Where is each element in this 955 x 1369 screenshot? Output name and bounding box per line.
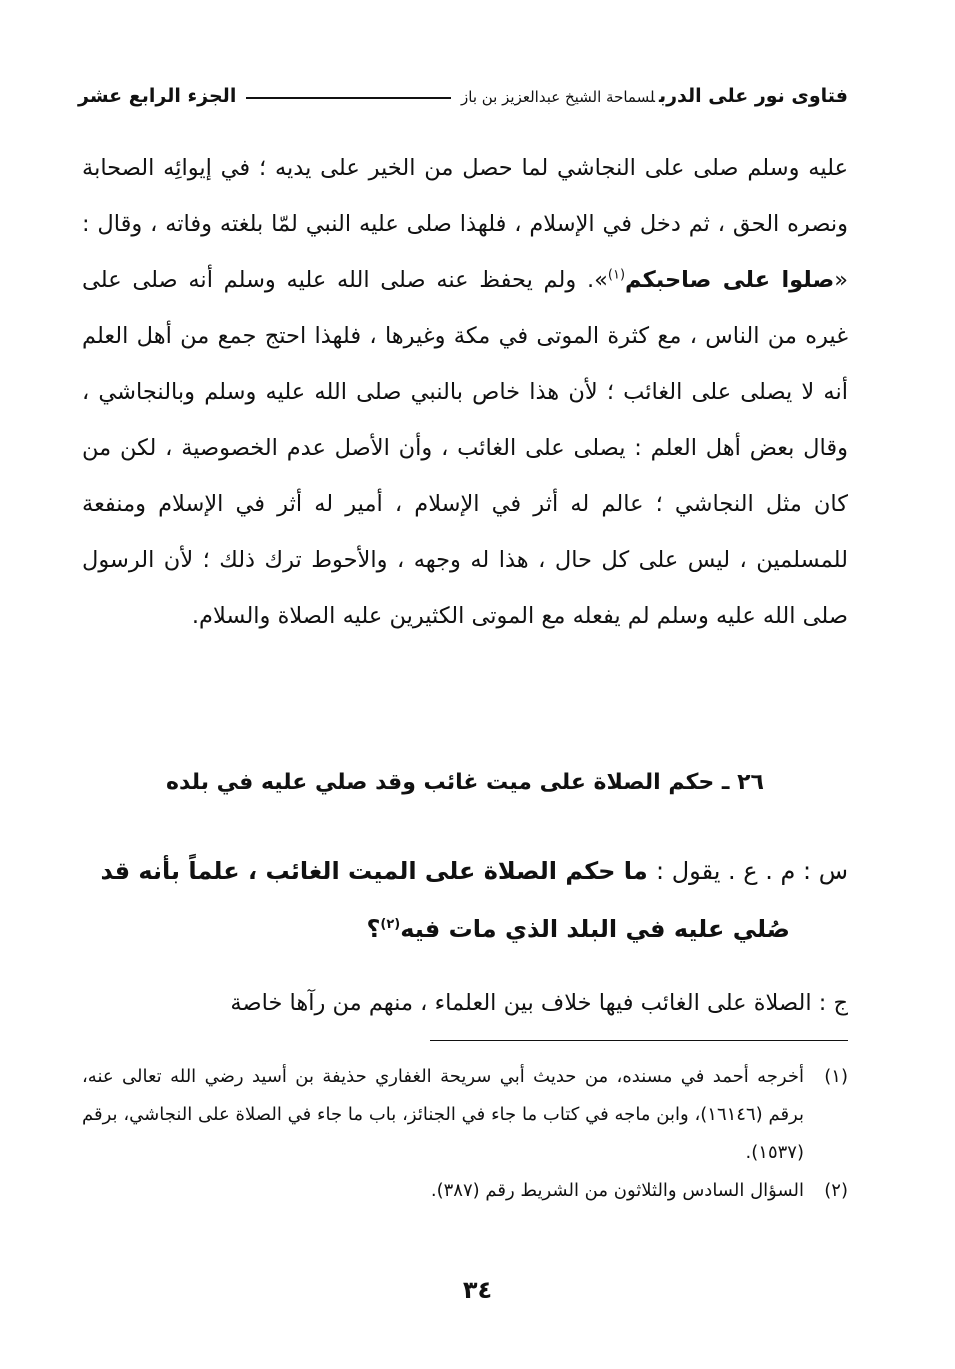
answer-paragraph: ج : الصلاة على الغائب فيها خلاف بين العلماء ، منهم من رآها خاصة [230, 990, 848, 1016]
body-text-part-1: عليه وسلم صلى على النجاشي لما حصل من الخير على يديه ؛ في إيوائِه الصحابة ونصره الحق ، ثم دخل في الإسلام ، فلهذا صلى عليه النبي لمّا بلغته وفاته ، وقال : « [82, 155, 848, 293]
page-number: ٣٤ [462, 1276, 493, 1304]
body-paragraph [82, 140, 848, 644]
question-line-2 [82, 900, 848, 958]
footnote-number: (١) [824, 1066, 848, 1087]
question-line-1: ما حكم الصلاة على الميت الغائب ، علماً بأنه قد [100, 857, 648, 885]
running-header [78, 78, 848, 114]
question-block [82, 842, 848, 958]
question-line-2-text: صُلي عليه في البلد الذي مات فيه [400, 915, 790, 943]
footnote-number: (٢) [824, 1180, 848, 1201]
footnote-text: السؤال السادس والثلاثون من الشريط رقم (٣٨٧). [430, 1180, 804, 1201]
footnote-item [82, 1172, 848, 1210]
section-title: ٢٦ ـ حكم الصلاة على ميت غائب وقد صلي عليه في بلده [166, 770, 764, 795]
question-prefix: س : م . ع . يقول : [656, 857, 848, 885]
hadith-quote: صلوا على صاحبكم [625, 267, 835, 293]
question-mark: ؟ [366, 915, 381, 943]
header-author: لسماحة الشيخ عبدالعزيز بن باز [461, 88, 655, 106]
header-part: الجزء الرابع عشر [78, 85, 237, 107]
footnote-ref-1: (١) [607, 267, 626, 283]
header-book-title [461, 85, 848, 107]
header-rule [246, 97, 451, 99]
footnote-text: أخرجه أحمد في مسنده، من حديث أبي سريحة الغفاري حذيفة بن أسيد رضي الله تعالى عنه، برقم (١٦١٤٦)، وابن ماجه في كتاب ما جاء في الجنائز، باب ما جاء في الصلاة على النجاشي، برقم (١٥٣٧). [82, 1066, 804, 1163]
footnote-separator [430, 1040, 848, 1041]
footnote-ref-2: (٢) [380, 917, 401, 932]
body-text-part-2: ». ولم يحفظ عنه صلى الله عليه وسلم أنه صلى على غيره من الناس ، مع كثرة الموتى في مكة وغيرها ، فلهذا احتج جمع من أهل العلم أنه لا يصلى على الغائب ؛ لأن هذا خاص بالنبي صلى الله عليه وسلم وبالنجاشي ، وقال بعض أهل العلم : يصلى على الغائب ، وأن الأصل عدم الخصوصية ، لكن من كان مثل النجاشي ؛ عالم له أثر في الإسلام ، أمير له أثر في الإسلام ومنفعة للمسلمين ، ليس على كل حال ، هذا له وجهه ، والأحوط ترك ذلك ؛ لأن الرسول صلى الله عليه وسلم لم يفعله مع الموتى الكثيرين عليه الصلاة والسلام. [82, 267, 848, 629]
footnotes [82, 1058, 848, 1210]
footnote-item [82, 1058, 848, 1172]
book-title-text: فتاوى نور على الدرب [658, 85, 848, 107]
